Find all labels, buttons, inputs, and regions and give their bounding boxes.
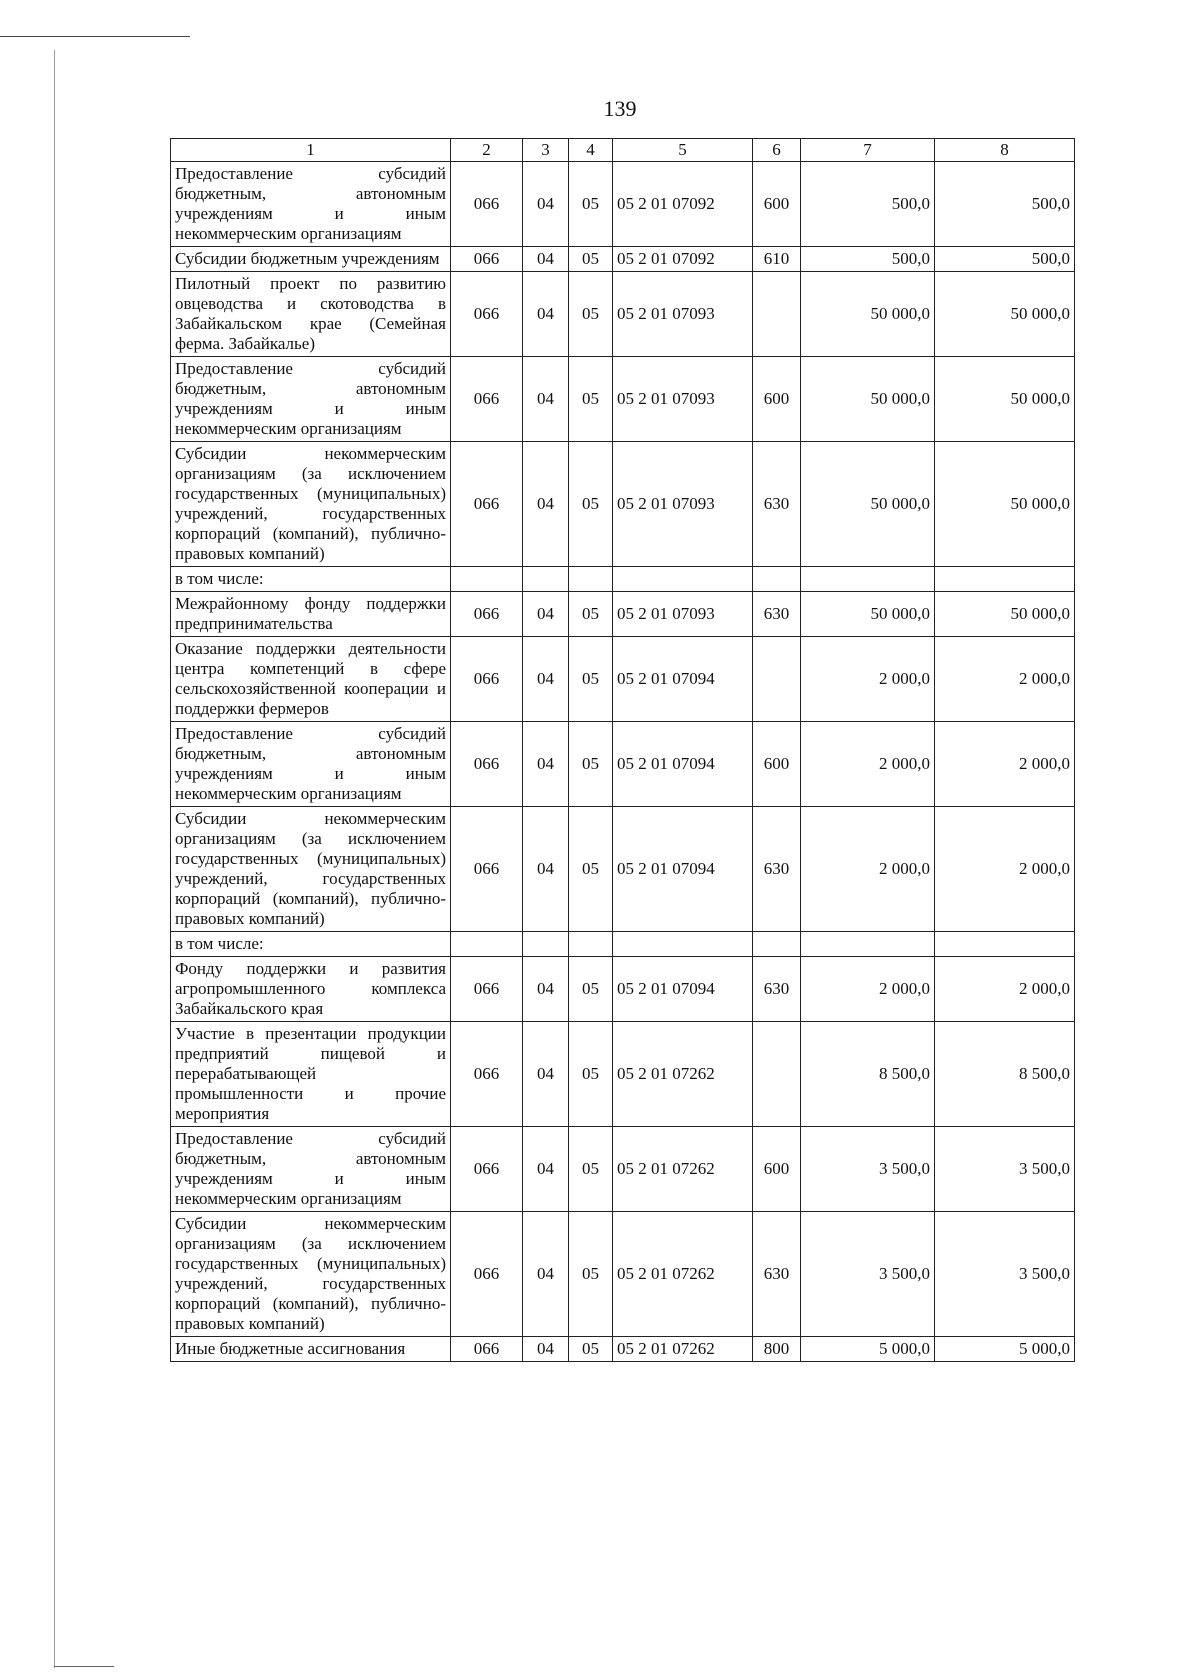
admin-code-cell: 066 [451,637,523,722]
amount-cell: 3 500,0 [801,1212,935,1337]
amount-cell: 5 000,0 [801,1337,935,1362]
table-row [171,442,1075,567]
amount-cell: 500,0 [935,162,1075,247]
admin-code-cell: 066 [451,272,523,357]
section-code-cell: 04 [523,162,569,247]
section-code-cell: 04 [523,247,569,272]
amount-cell [801,932,935,957]
target-article-cell: 05 2 01 07094 [613,722,753,807]
table-row [171,1337,1075,1362]
row-name-cell: Пилотный проект по развитию овцеводства и скотоводства в Забайкальском крае (Семейная ферма. Забайкалье) [171,272,451,357]
table-row [171,567,1075,592]
row-name-cell: Субсидии бюджетным учреждениям [171,247,451,272]
amount-cell: 3 500,0 [935,1127,1075,1212]
target-article-cell: 05 2 01 07093 [613,272,753,357]
target-article-cell [613,932,753,957]
row-name-cell: Предоставление субсидий бюджетным, автономным учреждениям и иным некоммерческим организациям [171,1127,451,1212]
row-name-cell: Субсидии некоммерческим организациям (за исключением государственных (муниципальных) учреждений, государственных корпораций (компаний), публично-правовых компаний) [171,1212,451,1337]
table-row [171,957,1075,1022]
expense-type-cell: 610 [753,247,801,272]
amount-cell: 2 000,0 [935,807,1075,932]
amount-cell: 2 000,0 [801,957,935,1022]
section-code-cell: 04 [523,722,569,807]
target-article-cell: 05 2 01 07094 [613,807,753,932]
expense-type-cell: 630 [753,592,801,637]
amount-cell [935,932,1075,957]
expense-type-cell: 600 [753,162,801,247]
expense-type-cell: 630 [753,807,801,932]
row-name-cell: Иные бюджетные ассигнования [171,1337,451,1362]
subsection-code-cell [569,567,613,592]
admin-code-cell: 066 [451,1022,523,1127]
admin-code-cell: 066 [451,957,523,1022]
header-cell: 2 [451,139,523,162]
expense-type-cell [753,637,801,722]
table-row [171,162,1075,247]
amount-cell: 2 000,0 [935,637,1075,722]
subsection-code-cell: 05 [569,637,613,722]
expense-type-cell: 800 [753,1337,801,1362]
amount-cell: 3 500,0 [935,1212,1075,1337]
row-name-cell: в том числе: [171,932,451,957]
amount-cell: 50 000,0 [935,272,1075,357]
amount-cell: 8 500,0 [801,1022,935,1127]
section-code-cell [523,567,569,592]
section-code-cell: 04 [523,592,569,637]
subsection-code-cell: 05 [569,272,613,357]
table-row [171,592,1075,637]
amount-cell: 3 500,0 [801,1127,935,1212]
amount-cell [935,567,1075,592]
amount-cell: 2 000,0 [935,722,1075,807]
table-row [171,722,1075,807]
table-row [171,807,1075,932]
section-code-cell: 04 [523,637,569,722]
subsection-code-cell: 05 [569,247,613,272]
target-article-cell: 05 2 01 07094 [613,957,753,1022]
row-name-cell: Участие в презентации продукции предприятий пищевой и перерабатывающей промышленности и прочие мероприятия [171,1022,451,1127]
amount-cell: 50 000,0 [801,442,935,567]
table-row [171,637,1075,722]
table-row [171,272,1075,357]
amount-cell: 2 000,0 [801,807,935,932]
target-article-cell: 05 2 01 07092 [613,162,753,247]
row-name-cell: Предоставление субсидий бюджетным, автономным учреждениям и иным некоммерческим организациям [171,162,451,247]
amount-cell: 50 000,0 [935,442,1075,567]
scan-margin-line-top [0,36,190,37]
expense-type-cell: 630 [753,957,801,1022]
target-article-cell [613,567,753,592]
amount-cell: 500,0 [935,247,1075,272]
admin-code-cell: 066 [451,592,523,637]
expense-type-cell [753,1022,801,1127]
row-name-cell: Межрайонному фонду поддержки предпринимательства [171,592,451,637]
row-name-cell: в том числе: [171,567,451,592]
row-name-cell: Субсидии некоммерческим организациям (за исключением государственных (муниципальных) учреждений, государственных корпораций (компаний), публично-правовых компаний) [171,442,451,567]
amount-cell: 500,0 [801,247,935,272]
admin-code-cell: 066 [451,1337,523,1362]
section-code-cell: 04 [523,807,569,932]
subsection-code-cell: 05 [569,1022,613,1127]
amount-cell: 50 000,0 [935,592,1075,637]
table-row [171,1127,1075,1212]
admin-code-cell: 066 [451,162,523,247]
subsection-code-cell: 05 [569,807,613,932]
target-article-cell: 05 2 01 07092 [613,247,753,272]
amount-cell: 2 000,0 [801,722,935,807]
table-body [171,162,1075,1362]
target-article-cell: 05 2 01 07262 [613,1212,753,1337]
section-code-cell: 04 [523,442,569,567]
expense-type-cell: 630 [753,1212,801,1337]
subsection-code-cell: 05 [569,1127,613,1212]
subsection-code-cell: 05 [569,1337,613,1362]
target-article-cell: 05 2 01 07262 [613,1022,753,1127]
header-cell: 6 [753,139,801,162]
header-cell: 5 [613,139,753,162]
page-number: 139 [603,96,637,121]
table-row [171,357,1075,442]
target-article-cell: 05 2 01 07094 [613,637,753,722]
row-name-cell: Предоставление субсидий бюджетным, автономным учреждениям и иным некоммерческим организациям [171,357,451,442]
table-row [171,1212,1075,1337]
admin-code-cell: 066 [451,1212,523,1337]
admin-code-cell [451,567,523,592]
header-cell: 4 [569,139,613,162]
row-name-cell: Предоставление субсидий бюджетным, автономным учреждениям и иным некоммерческим организациям [171,722,451,807]
section-code-cell: 04 [523,1022,569,1127]
admin-code-cell: 066 [451,357,523,442]
amount-cell [801,567,935,592]
admin-code-cell: 066 [451,442,523,567]
row-name-cell: Фонду поддержки и развития агропромышленного комплекса Забайкальского края [171,957,451,1022]
amount-cell: 2 000,0 [801,637,935,722]
subsection-code-cell: 05 [569,592,613,637]
amount-cell: 50 000,0 [935,357,1075,442]
target-article-cell: 05 2 01 07093 [613,592,753,637]
budget-table [170,138,1075,1362]
target-article-cell: 05 2 01 07093 [613,442,753,567]
header-cell: 3 [523,139,569,162]
header-cell: 7 [801,139,935,162]
subsection-code-cell: 05 [569,442,613,567]
target-article-cell: 05 2 01 07262 [613,1337,753,1362]
expense-type-cell: 600 [753,1127,801,1212]
section-code-cell: 04 [523,1212,569,1337]
admin-code-cell: 066 [451,807,523,932]
admin-code-cell: 066 [451,1127,523,1212]
subsection-code-cell: 05 [569,357,613,442]
table-row [171,932,1075,957]
amount-cell: 50 000,0 [801,592,935,637]
scan-margin-line-bottom [54,1666,114,1667]
admin-code-cell: 066 [451,722,523,807]
expense-type-cell: 600 [753,357,801,442]
section-code-cell [523,932,569,957]
amount-cell: 50 000,0 [801,272,935,357]
admin-code-cell [451,932,523,957]
header-cell: 8 [935,139,1075,162]
header-row [171,139,1075,162]
section-code-cell: 04 [523,357,569,442]
amount-cell: 50 000,0 [801,357,935,442]
row-name-cell: Субсидии некоммерческим организациям (за исключением государственных (муниципальных) учреждений, государственных корпораций (компаний), публично-правовых компаний) [171,807,451,932]
amount-cell: 8 500,0 [935,1022,1075,1127]
section-code-cell: 04 [523,272,569,357]
subsection-code-cell [569,932,613,957]
section-code-cell: 04 [523,957,569,1022]
amount-cell: 500,0 [801,162,935,247]
section-code-cell: 04 [523,1337,569,1362]
row-name-cell: Оказание поддержки деятельности центра компетенций в сфере сельскохозяйственной кооперации и поддержки фермеров [171,637,451,722]
expense-type-cell [753,567,801,592]
header-cell: 1 [171,139,451,162]
admin-code-cell: 066 [451,247,523,272]
subsection-code-cell: 05 [569,1212,613,1337]
amount-cell: 5 000,0 [935,1337,1075,1362]
table-row [171,1022,1075,1127]
expense-type-cell [753,272,801,357]
subsection-code-cell: 05 [569,722,613,807]
table-row [171,247,1075,272]
expense-type-cell [753,932,801,957]
amount-cell: 2 000,0 [935,957,1075,1022]
subsection-code-cell: 05 [569,957,613,1022]
expense-type-cell: 630 [753,442,801,567]
subsection-code-cell: 05 [569,162,613,247]
section-code-cell: 04 [523,1127,569,1212]
target-article-cell: 05 2 01 07093 [613,357,753,442]
scan-margin-line-left [54,50,55,1668]
target-article-cell: 05 2 01 07262 [613,1127,753,1212]
expense-type-cell: 600 [753,722,801,807]
